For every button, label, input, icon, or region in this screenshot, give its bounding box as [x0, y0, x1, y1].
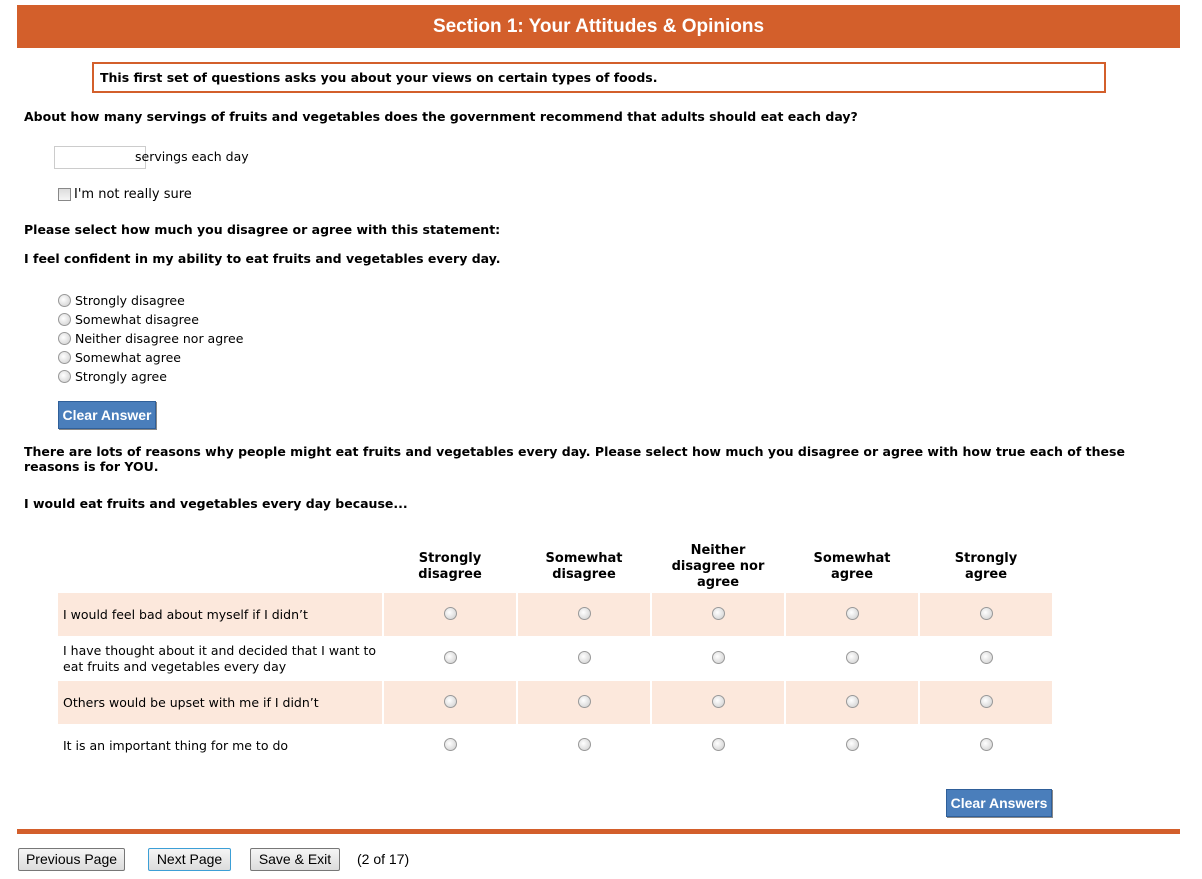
radio-button[interactable]	[444, 651, 457, 664]
q3-stem: I would eat fruits and vegetables every day because...	[24, 496, 408, 511]
intro-box: This first set of questions asks you about your views on certain types of foods.	[92, 62, 1106, 93]
q3-intro: There are lots of reasons why people might eat fruits and vegetables every day. Please select how much you disagree or agree with how true each of these reasons is for YOU.	[24, 444, 1125, 474]
radio-button[interactable]	[846, 738, 859, 751]
matrix-row	[58, 724, 1052, 768]
clear-answer-button[interactable]: Clear Answer	[58, 401, 156, 429]
radio-button[interactable]	[444, 607, 457, 620]
radio-button[interactable]	[712, 651, 725, 664]
radio-button[interactable]	[578, 738, 591, 751]
radio-button[interactable]	[846, 695, 859, 708]
q2-option[interactable]	[58, 350, 181, 365]
row-label: I would feel bad about myself if I didn’t	[58, 593, 382, 636]
matrix-row	[58, 681, 1052, 724]
radio-button[interactable]	[846, 607, 859, 620]
radio-button[interactable]	[980, 738, 993, 751]
servings-unit: servings each day	[135, 149, 249, 164]
matrix-corner	[58, 540, 382, 593]
column-header: Neither disagree nor agree	[671, 542, 765, 590]
radio-button[interactable]	[712, 607, 725, 620]
option-label: Somewhat agree	[75, 350, 181, 365]
radio-button[interactable]	[846, 651, 859, 664]
section-header: Section 1: Your Attitudes & Opinions	[17, 5, 1180, 48]
radio-button[interactable]	[444, 738, 457, 751]
row-label: It is an important thing for me to do	[63, 738, 289, 753]
radio-button[interactable]	[444, 695, 457, 708]
page-counter: (2 of 17)	[357, 851, 410, 867]
matrix-row	[58, 593, 1052, 636]
not-sure-checkbox[interactable]	[58, 188, 71, 201]
option-label: Somewhat disagree	[75, 312, 199, 327]
radio-button[interactable]	[980, 607, 993, 620]
q1-text: About how many servings of fruits and vegetables does the government recommend that adults should eat each day?	[24, 109, 858, 124]
radio-button[interactable]	[58, 313, 71, 326]
radio-button[interactable]	[578, 651, 591, 664]
q2-option[interactable]	[58, 312, 199, 327]
radio-button[interactable]	[578, 695, 591, 708]
footer-divider	[17, 829, 1180, 834]
not-sure-label: I'm not really sure	[74, 187, 192, 202]
option-label: Strongly agree	[75, 369, 167, 384]
previous-page-button[interactable]: Previous Page	[18, 848, 125, 871]
radio-button[interactable]	[980, 651, 993, 664]
q2-option[interactable]	[58, 369, 167, 384]
radio-button[interactable]	[58, 370, 71, 383]
agreement-matrix	[56, 540, 1054, 768]
q2-instruction: Please select how much you disagree or agree with this statement:	[24, 222, 501, 237]
column-header: Strongly disagree	[418, 550, 482, 582]
radio-button[interactable]	[980, 695, 993, 708]
matrix-row	[58, 636, 1052, 681]
row-label: I have thought about it and decided that I want to eat fruits and vegetables every day	[63, 642, 377, 674]
column-header: Somewhat disagree	[545, 550, 623, 582]
row-label: Others would be upset with me if I didn’t	[58, 681, 382, 724]
radio-button[interactable]	[578, 607, 591, 620]
option-label: Strongly disagree	[75, 293, 185, 308]
servings-input[interactable]	[54, 146, 146, 169]
radio-button[interactable]	[712, 738, 725, 751]
radio-button[interactable]	[712, 695, 725, 708]
q2-statement: I feel confident in my ability to eat fruits and vegetables every day.	[24, 251, 501, 266]
column-header: Somewhat agree	[813, 550, 891, 582]
clear-answers-button[interactable]: Clear Answers	[946, 789, 1052, 817]
q2-option[interactable]	[58, 293, 185, 308]
q2-option[interactable]	[58, 331, 243, 346]
save-exit-button[interactable]: Save & Exit	[250, 848, 340, 871]
column-header: Strongly agree	[954, 550, 1018, 582]
next-page-button[interactable]: Next Page	[148, 848, 231, 871]
radio-button[interactable]	[58, 294, 71, 307]
radio-button[interactable]	[58, 332, 71, 345]
option-label: Neither disagree nor agree	[75, 331, 244, 346]
radio-button[interactable]	[58, 351, 71, 364]
